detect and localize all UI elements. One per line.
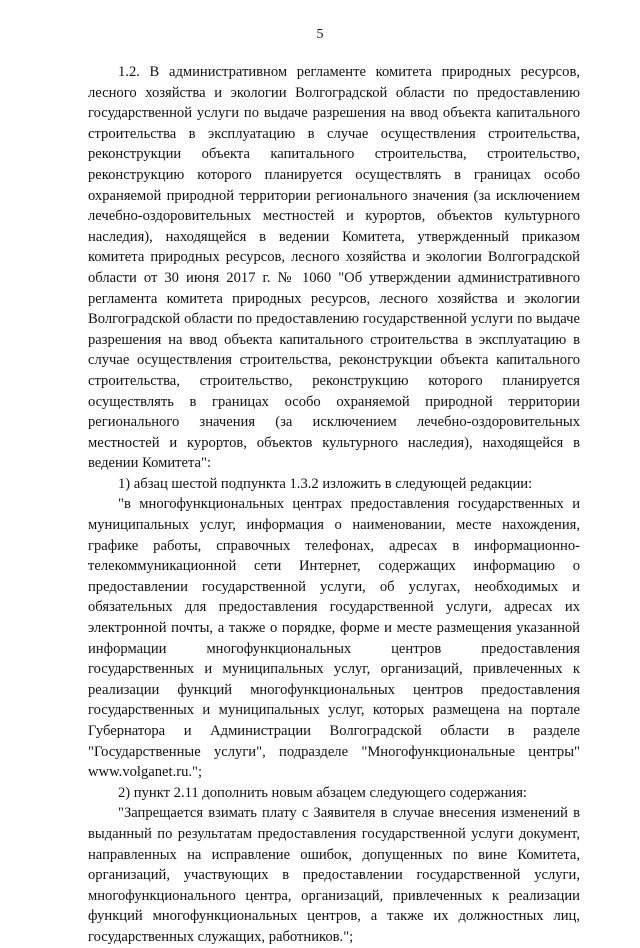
paragraph-item-2: 2) пункт 2.11 дополнить новым абзацем следующего содержания: — [118, 784, 527, 801]
paragraph-quoted-text-2: "Запрещается взимать плату с Заявителя в случае внесения изменений в выданный по результатам предоставления государственной услуги документ, направленных на исправление ошибок, допущенных по вине Комитета, организаций, участвующих в предоставлении государственной услуги, многофункционального центра, организаций, привлеченных к реализации функций многофункциональных центров, а также их должностных лиц, государственных служащих, работников."; — [88, 805, 580, 945]
paragraph-amendment-intro: 1.2. В административном регламенте комитета природных ресурсов, лесного хозяйства и экологии Волгоградской области по предоставлению государственной услуги по выдаче разрешения на ввод объекта капитального строительства в эксплуатацию в случае осуществления строительства, реконструкции объекта капитального строительства, строительство, реконструкцию которого планируется осуществлять в границах особо охраняемой природной территории регионального значения (за исключением лечебно-оздоровительных местностей и курортов, объектов культурного наследия), находящейся в ведении Комитета, утвержденный приказом комитета природных ресурсов, лесного хозяйства и экологии Волгоградской области от 30 июня 2017 г. № 1060 "Об утверждении административного регламента комитета природных ресурсов, лесного хозяйства и экологии Волгоградской области по предоставлению государственной услуги по выдаче разрешения на ввод объекта капитального строительства в эксплуатацию в случае осуществления строительства, реконструкции объекта капитального строительства, строительство, реконструкцию которого планируется осуществлять в границах особо охраняемой природной территории регионального значения (за исключением лечебно-оздоровительных местностей и курортов, объектов культурного наследия), находящейся в ведении Комитета": — [88, 64, 580, 472]
paragraph-quoted-text-1: "в многофункциональных центрах предоставления государственных и муниципальных услуг, информация о наименовании, месте нахождения, графике работы, справочных телефонах, адресах в информационно-телекоммуникационной сети Интернет, содержащих информацию о предоставлении государственной услуги, об услугах, необходимых и обязательных для предоставления государственной услуги, адресах их электронной почты, а также о порядке, форме и месте размещения указанной информации многофункциональных центров предоставления государственных и муниципальных услуг, организаций, привлеченных к реализации функций многофункциональных центров предоставления государственных и муниципальных услуг, которых размещена на портале Губернатора и Администрации Волгоградской области в разделе "Государственные услуги", подразделе "Многофункциональные центры" www.volganet.ru."; — [88, 496, 580, 781]
paragraph-item-1: 1) абзац шестой подпункта 1.3.2 изложить в следующей редакции: — [118, 475, 533, 492]
page-number: 5 — [316, 27, 324, 42]
document-body — [88, 62, 580, 948]
